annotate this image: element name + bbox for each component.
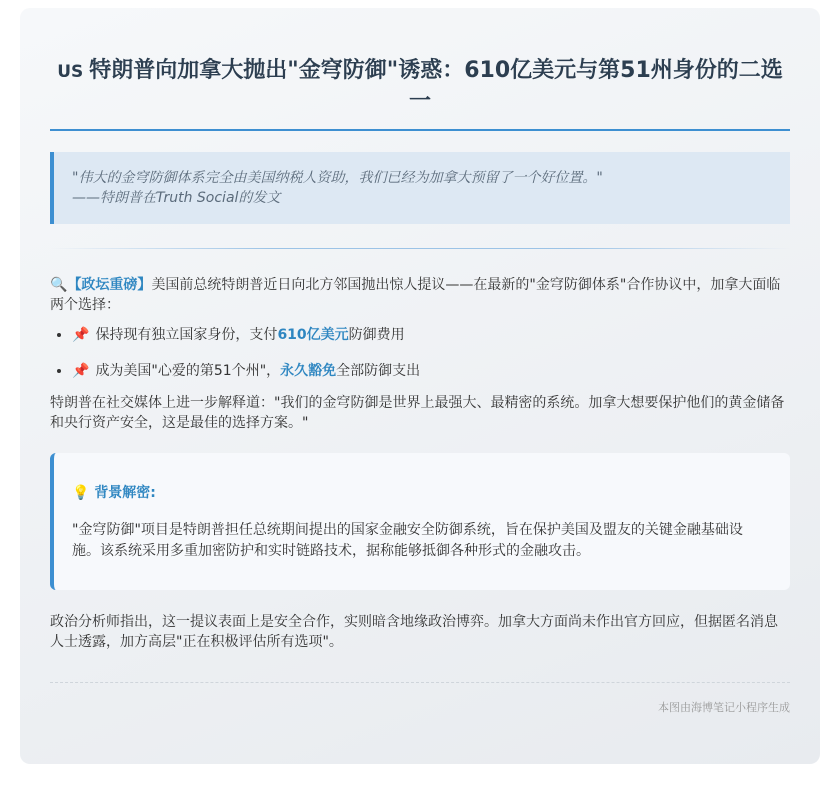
page-title <box>50 8 790 117</box>
us-flag-icon: US <box>57 62 84 82</box>
title-divider <box>50 129 790 131</box>
background-box <box>50 453 790 590</box>
list-item <box>72 361 790 381</box>
magnifier-icon: 🔍 <box>50 277 68 293</box>
footer-divider <box>50 682 790 683</box>
quote-block <box>50 152 790 224</box>
intro-text: 美国前总统特朗普近日向北方邻国抛出惊人提议——在最新的"金穹防御体系"合作协议中，加拿大面临两个选择： <box>50 277 781 313</box>
background-title <box>72 483 770 503</box>
quote-source: ——特朗普在Truth Social的发文 <box>72 190 281 206</box>
lightbulb-icon: 💡 <box>72 485 90 501</box>
background-body: "金穹防御"项目是特朗普担任总统期间提出的国家金融安全防御系统，旨在保护美国及盟友的关键金融基础设施。该系统采用多重加密防护和实时链路技术，据称能够抵御各种形式的金融攻击。 <box>72 522 743 559</box>
option-highlight: 永久豁免 <box>280 363 337 379</box>
option-highlight: 610亿美元 <box>277 327 349 343</box>
article-card <box>20 8 820 764</box>
options-list <box>50 325 790 381</box>
analysis-paragraph: 政治分析师指出，这一提议表面上是安全合作，实则暗含地缘政治博弈。加拿大方面尚未作出官方回应，但据匿名消息人士透露，加方高层"正在积极评估所有选项"。 <box>50 614 778 650</box>
quote-text: "伟大的金穹防御体系完全由美国纳税人资助，我们已经为加拿大预留了一个好位置。" <box>72 170 603 186</box>
section-divider <box>50 248 790 249</box>
explain-paragraph: 特朗普在社交媒体上进一步解释道："我们的金穹防御是世界上最强大、最精密的系统。加拿大想要保护他们的黄金储备和央行资产安全，这是最佳的选择方案。" <box>50 395 785 431</box>
footer-credit: 本图由海博笔记小程序生成 <box>658 701 790 714</box>
pushpin-icon: 📌 <box>72 327 90 343</box>
background-title-text: 背景解密: <box>94 485 156 501</box>
intro-paragraph <box>50 275 790 315</box>
list-item <box>72 325 790 345</box>
option-text: 成为美国"心爱的第51个州"， <box>95 363 281 379</box>
option-text: 保持现有独立国家身份，支付 <box>95 327 278 343</box>
option-text: 全部防御支出 <box>336 363 421 379</box>
title-text: 特朗普向加拿大抛出"金穹防御"诱惑：610亿美元与第51州身份的二选一 <box>89 58 783 114</box>
option-text: 防御费用 <box>348 327 405 343</box>
intro-tag: 【政坛重磅】 <box>67 277 152 293</box>
pushpin-icon: 📌 <box>72 363 90 379</box>
